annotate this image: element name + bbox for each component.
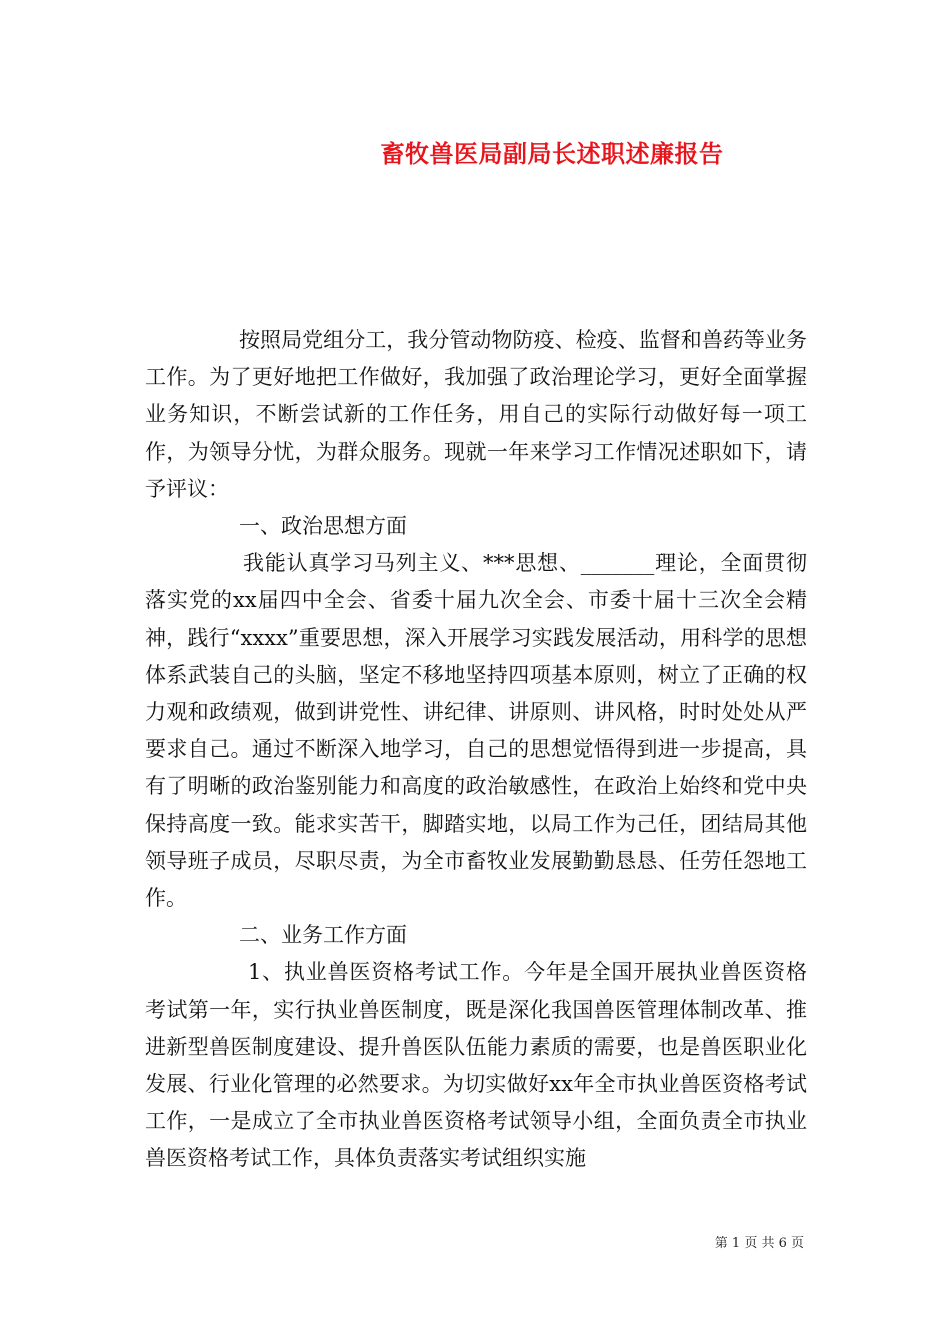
intro-paragraph: 按照局党组分工，我分管动物防疫、检疫、监督和兽药等业务工作。为了更好地把工作做好，我加强了政治理论学习，更好全面掌握业务知识，不断尝试新的工作任务，用自己的实际行动做好每一项工作，为领导分忧，为群众服务。现就一年来学习工作情况述职如下，请予评议： [145,328,807,501]
document-title: 畜牧兽医局副局长述职述廉报告 [380,139,724,168]
business-paragraph: 1、执业兽医资格考试工作。今年是全国开展执业兽医资格考试第一年，实行执业兽医制度，既是深化我国兽医管理体制改革、推进新型兽医制度建设、提升兽医队伍能力素质的需要，也是兽医职业化发展、行业化管理的必然要求。为切实做好xx年全市执业兽医资格考试工作，一是成立了全市执业兽医资格考试领导小组，全面负责全市执业兽医资格考试工作，具体负责落实考试组织实施 [145,960,807,1171]
political-paragraph: 我能认真学习马列主义、***思想、_______理论，全面贯彻落实党的xx届四中全会、省委十届九次全会、市委十届十三次全会精神，践行“xxxx”重要思想，深入开展学习实践发展活动，用科学的思想体系武装自己的头脑，坚定不移地坚持四项基本原则，树立了正确的权力观和政绩观，做到讲党性、讲纪律、讲原则、讲风格，时时处处从严要求自己。通过不断深入地学习，自己的思想觉悟得到进一步提高，具有了明晰的政治鉴别能力和高度的政治敏感性，在政治上始终和党中央保持高度一致。能求实苦干，脚踏实地，以局工作为己任，团结局其他领导班子成员，尽职尽责，为全市畜牧业发展勤勤恳恳、任劳任怨地工作。 [145,551,807,911]
page-number: 第 1 页 共 6 页 [714,1236,804,1251]
document-body [145,322,807,1178]
section-heading-business: 二、业务工作方面 [239,923,407,948]
section-heading-political: 一、政治思想方面 [239,514,407,539]
